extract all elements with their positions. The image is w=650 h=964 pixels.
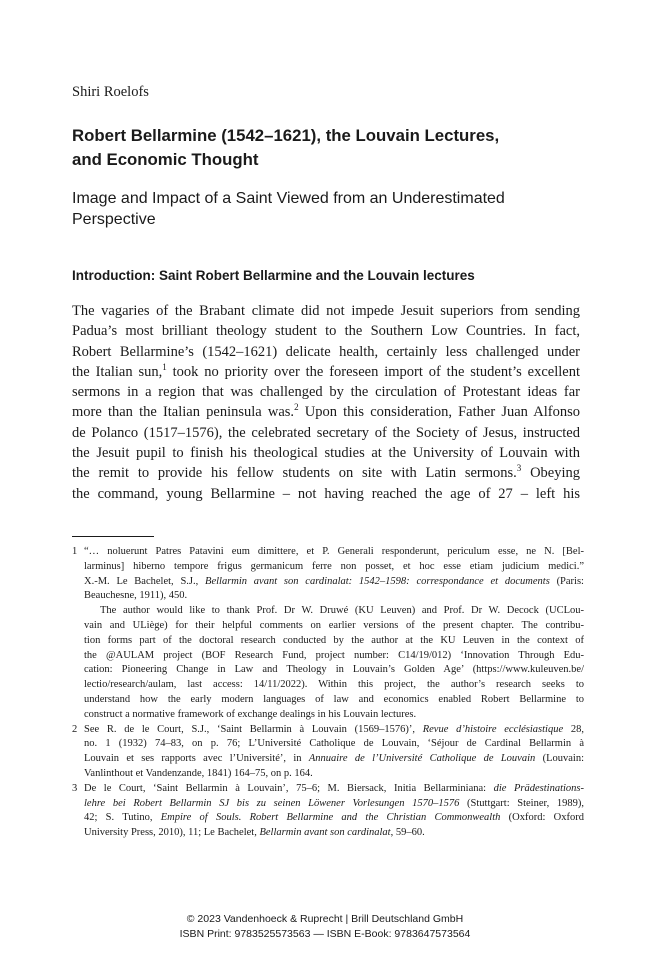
footnote-line: lectio/research/aulam, last access: 14/11/2022). Within this project, the author’s research seeks to — [84, 679, 584, 691]
footnote-line — [84, 782, 584, 797]
body-text-fragment: Obeying — [521, 465, 580, 482]
body-text-fragment: Upon this consideration, Father Juan Alfonso — [298, 404, 580, 421]
footnote-line: cation: Pioneering Change in Law and Theology in Louvain’s Golden Age’ (https://www.kuleuven.be/ — [84, 664, 584, 676]
body-line — [72, 463, 580, 483]
body-paragraph — [72, 301, 580, 504]
footnote-number: 3 — [72, 782, 78, 794]
footnote-fragment: See R. de le Court, S.J., ‘Saint Bellarmin à Louvain (1569–1576)’, — [84, 723, 423, 735]
footnotes — [72, 545, 584, 841]
footnote-ref-1[interactable]: 1 — [162, 362, 167, 373]
footnote-book-title: die Prädestinations- — [493, 782, 585, 794]
chapter-subtitle — [72, 188, 582, 230]
chapter-title — [72, 124, 572, 172]
footnote-line — [84, 797, 584, 812]
chapter-title-line: and Economic Thought — [72, 150, 259, 169]
footnote-fragment: 42; S. Tutino, — [84, 812, 161, 824]
body-line: Robert Bellarmine’s (1542–1621) delicate health, certainly less challenged under — [72, 343, 580, 360]
body-line: the Jesuit pupil to finish his theological studies at the University of Louvain with — [72, 445, 580, 462]
body-line — [72, 402, 580, 422]
body-line: de Polanco (1517–1576), the celebrated secretary of the Society of Jesus, instructed — [72, 424, 580, 441]
footnote-3 — [72, 782, 584, 841]
body-line — [72, 362, 580, 382]
footnote-line: construct a normative framework of exchange dealings in his Louvain lectures. — [84, 708, 417, 720]
body-line: sermons in a region that was challenged by the circulation of Protestant ideas far — [72, 384, 580, 401]
body-text-fragment: the remit to provide his fellow students on site with Latin sermons. — [72, 465, 517, 482]
chapter-title-line: Robert Bellarmine (1542–1621), the Louvain Lectures, — [72, 126, 500, 145]
footnote-line: the @AULAM project (BOF Research Fund, project number: C14/19/012) ‘Innovation Through Edu- — [84, 649, 584, 661]
footnote-line: no. 1 (1932) 74–83, on p. 76; L’Université Catholique de Louvain, ‘Séjour de Cardinal Bellarmin à — [84, 738, 584, 750]
footnote-fragment: Louvain et ses rapports avec l’Université’, in — [84, 753, 309, 765]
footnote-line: The author would like to thank Prof. Dr W. Druwé (KU Leuven) and Prof. Dr W. Decock (UCLou- — [100, 605, 584, 617]
body-text-fragment: more than the Italian peninsula was. — [72, 404, 295, 421]
footnote-line: Vanlinthout et Vandenzande, 1841) 164–75, on p. 164. — [84, 767, 313, 779]
footnote-line — [84, 723, 584, 738]
footnote-fragment: (Louvain: — [535, 753, 584, 765]
footnote-journal-title: Revue d’histoire ecclésiastique — [422, 723, 564, 735]
footnote-ref-3[interactable]: 3 — [516, 463, 522, 474]
footnote-number: 2 — [72, 723, 78, 735]
footnote-line: tion forms part of the doctoral research conducted by the author at the KU Leuven in the context of — [84, 634, 584, 646]
chapter-subtitle-line: Image and Impact of a Saint Viewed from an Underestimated — [72, 190, 505, 207]
footnote-fragment: (Oxford: Oxford — [500, 812, 584, 824]
footnote-line: Beauchesne, 1911), 450. — [84, 590, 188, 602]
body-text-fragment: the Italian sun, — [72, 363, 163, 380]
section-heading: Introduction: Saint Robert Bellarmine and the Louvain lectures — [72, 268, 475, 283]
body-line: The vagaries of the Brabant climate did not impede Jesuit superiors from sending — [72, 303, 580, 319]
footnote-line — [84, 752, 584, 767]
footnote-book-title: Annuaire de l’Université Catholique de Louvain — [308, 753, 536, 765]
body-line: the command, young Bellarmine – not having reached the age of 27 – left his — [72, 485, 580, 502]
footnote-number: 1 — [72, 546, 78, 557]
footnote-line: understand how the early modern languages of law and economics enabled Robert Bellarmine to — [84, 693, 584, 705]
footnote-divider — [72, 536, 154, 537]
footnote-fragment: University Press, 2010), 11; Le Bachelet, — [84, 827, 260, 839]
footnote-1 — [72, 545, 584, 723]
footnote-book-title: Empire of Souls. Robert Bellarmine and the Christian Commonwealth — [160, 812, 501, 824]
footnote-fragment: , 59–60. — [390, 827, 425, 839]
isbn-line: ISBN Print: 9783525573563 — ISBN E-Book: 9783647573564 — [179, 928, 471, 940]
footnote-book-title: Bellarmin avant son cardinalat — [259, 827, 391, 839]
page-footer — [0, 912, 650, 942]
body-line: Padua’s most brilliant theology student to the Southern Low Countries. In fact, — [72, 323, 580, 340]
footnote-fragment: X.-M. Le Bachelet, S.J., — [84, 575, 206, 587]
footnote-line — [84, 811, 584, 826]
footnote-fragment: De le Court, ‘Saint Bellarmin à Louvain’, 75–6; M. Biersack, Initia Bellarminiana: — [84, 782, 494, 794]
footnote-book-title: Bellarmin avant son cardinalat: 1542–1598: correspondance et documents — [205, 575, 550, 587]
body-text-fragment: took no priority over the foreseen import of the student’s excellent — [166, 363, 580, 380]
footnote-line: larminus] hiberno tempore frigus germanicum ferre non posset, et hoc esse etiam judicium medici.” — [84, 560, 584, 572]
footnote-fragment: (Paris: — [549, 575, 584, 587]
author-name: Shiri Roelofs — [72, 84, 149, 100]
footnote-2 — [72, 723, 584, 782]
chapter-subtitle-line: Perspective — [72, 211, 156, 228]
footnote-line: “… noluerunt Patres Patavini eum dimittere, et P. Generali responderunt, periculum esse, ne N. [Bel- — [84, 546, 584, 557]
footnote-line — [84, 826, 584, 841]
footnote-line: vain and ULiège) for their helpful comments on earlier versions of the present chapter. The contribu- — [84, 619, 584, 631]
copyright-line: © 2023 Vandenhoeck & Ruprecht | Brill Deutschland GmbH — [186, 913, 464, 925]
footnote-fragment: (Stuttgart: Steiner, 1989), — [459, 797, 584, 809]
footnote-ref-2[interactable]: 2 — [294, 402, 299, 413]
footnote-line — [84, 575, 584, 590]
footnote-book-title: lehre bei Robert Bellarmin SJ bis zu seinen Löwener Vorlesungen 1570–1576 — [84, 797, 460, 809]
footnote-fragment: 28, — [563, 723, 584, 735]
